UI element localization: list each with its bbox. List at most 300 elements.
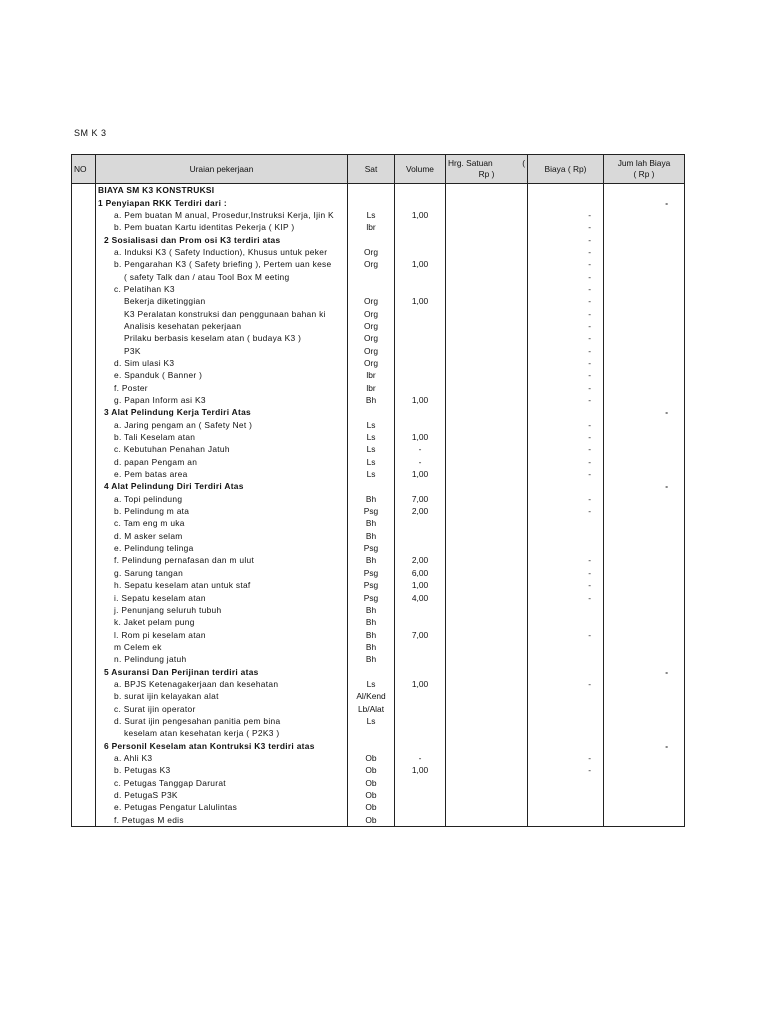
cell-sat: Psg — [348, 505, 395, 517]
cell-harga-satuan — [446, 517, 528, 529]
cell-no — [72, 307, 96, 319]
cell-biaya: - — [528, 295, 604, 307]
cell-no — [72, 270, 96, 282]
cell-jumlah-biaya — [604, 419, 685, 431]
cell-harga-satuan — [446, 246, 528, 258]
cell-no — [72, 357, 96, 369]
header-biaya: Biaya ( Rp) — [528, 155, 604, 184]
cell-volume — [395, 233, 446, 245]
cell-no — [72, 283, 96, 295]
cell-volume — [395, 517, 446, 529]
cell-harga-satuan — [446, 789, 528, 801]
cell-harga-satuan — [446, 690, 528, 702]
cell-harga-satuan — [446, 542, 528, 554]
cell-uraian: keselam atan kesehatan kerja ( P2K3 ) — [96, 727, 348, 739]
cell-uraian: b. Pelindung m ata — [96, 505, 348, 517]
cell-jumlah-biaya — [604, 184, 685, 197]
table-row — [72, 653, 685, 665]
cell-uraian: Prilaku berbasis keselam atan ( budaya K3 ) — [96, 332, 348, 344]
table-row — [72, 184, 685, 197]
cell-harga-satuan — [446, 307, 528, 319]
cell-sat: Ls — [348, 443, 395, 455]
cell-harga-satuan — [446, 628, 528, 640]
cell-uraian: a. Jaring pengam an ( Safety Net ) — [96, 419, 348, 431]
cell-harga-satuan — [446, 579, 528, 591]
table-row — [72, 221, 685, 233]
cell-no — [72, 246, 96, 258]
cell-sat: Psg — [348, 542, 395, 554]
cell-volume — [395, 665, 446, 677]
header-harga-satuan-paren: ( — [522, 158, 525, 168]
cell-volume — [395, 801, 446, 813]
cell-no — [72, 369, 96, 381]
cell-volume — [395, 419, 446, 431]
cell-no — [72, 789, 96, 801]
cell-volume — [395, 702, 446, 714]
cell-biaya: - — [528, 382, 604, 394]
cell-sat: Org — [348, 246, 395, 258]
table-row — [72, 233, 685, 245]
cell-jumlah-biaya — [604, 604, 685, 616]
cell-biaya: - — [528, 357, 604, 369]
header-jumlah-biaya-label: Jum lah Biaya — [617, 158, 671, 168]
cell-volume — [395, 616, 446, 628]
table-row — [72, 641, 685, 653]
cell-jumlah-biaya — [604, 530, 685, 542]
cell-volume — [395, 332, 446, 344]
cell-volume — [395, 270, 446, 282]
cell-jumlah-biaya — [604, 357, 685, 369]
table-row — [72, 270, 685, 282]
cell-volume — [395, 246, 446, 258]
cell-volume: 1,00 — [395, 468, 446, 480]
table-row — [72, 394, 685, 406]
cell-uraian: 6 Personil Keselam atan Kontruksi K3 terdiri atas — [96, 739, 348, 751]
cell-no — [72, 344, 96, 356]
cell-jumlah-biaya — [604, 307, 685, 319]
cell-sat: Ob — [348, 764, 395, 776]
cell-jumlah-biaya — [604, 567, 685, 579]
cell-biaya — [528, 702, 604, 714]
cell-sat: Psg — [348, 567, 395, 579]
header-harga-satuan — [446, 155, 528, 184]
cell-no — [72, 530, 96, 542]
cell-biaya: - — [528, 554, 604, 566]
cell-uraian: a. Topi pelindung — [96, 493, 348, 505]
cell-harga-satuan — [446, 678, 528, 690]
cell-harga-satuan — [446, 764, 528, 776]
cell-no — [72, 505, 96, 517]
cell-no — [72, 739, 96, 751]
cell-sat: Bh — [348, 628, 395, 640]
cell-volume: - — [395, 443, 446, 455]
cell-uraian: f. Petugas M edis — [96, 814, 348, 827]
cell-biaya — [528, 777, 604, 789]
cell-biaya: - — [528, 764, 604, 776]
cell-harga-satuan — [446, 604, 528, 616]
cell-harga-satuan — [446, 283, 528, 295]
cell-no — [72, 777, 96, 789]
table-row — [72, 814, 685, 827]
table-row — [72, 567, 685, 579]
table-row — [72, 369, 685, 381]
cell-sat — [348, 184, 395, 197]
cell-volume — [395, 320, 446, 332]
cell-biaya: - — [528, 246, 604, 258]
cell-no — [72, 233, 96, 245]
cell-volume — [395, 382, 446, 394]
cell-harga-satuan — [446, 320, 528, 332]
cell-jumlah-biaya: - — [604, 196, 685, 208]
cell-jumlah-biaya: - — [604, 665, 685, 677]
cell-biaya: - — [528, 678, 604, 690]
cell-sat: Ls — [348, 678, 395, 690]
cell-jumlah-biaya — [604, 468, 685, 480]
cell-biaya: - — [528, 258, 604, 270]
cell-volume: 1,00 — [395, 678, 446, 690]
cell-harga-satuan — [446, 665, 528, 677]
cell-uraian: c. Surat ijin operator — [96, 702, 348, 714]
cell-sat — [348, 480, 395, 492]
cell-no — [72, 517, 96, 529]
cell-sat: Ls — [348, 419, 395, 431]
cell-no — [72, 419, 96, 431]
cell-harga-satuan — [446, 431, 528, 443]
document-label: SM K 3 — [74, 128, 107, 138]
cell-uraian: b. Pem buatan Kartu identitas Pekerja ( KIP ) — [96, 221, 348, 233]
cell-volume — [395, 480, 446, 492]
table-row — [72, 715, 685, 727]
cell-no — [72, 196, 96, 208]
cell-harga-satuan — [446, 196, 528, 208]
cell-no — [72, 382, 96, 394]
table-row — [72, 579, 685, 591]
cell-sat: Org — [348, 344, 395, 356]
cell-uraian: f. Poster — [96, 382, 348, 394]
cell-uraian: h. Sepatu keselam atan untuk staf — [96, 579, 348, 591]
cell-biaya — [528, 814, 604, 827]
table-row — [72, 332, 685, 344]
cell-no — [72, 542, 96, 554]
cost-table — [71, 154, 685, 827]
table-row — [72, 283, 685, 295]
cell-no — [72, 320, 96, 332]
cell-harga-satuan — [446, 221, 528, 233]
cell-sat: Bh — [348, 616, 395, 628]
cell-volume: 1,00 — [395, 258, 446, 270]
cell-uraian: b. Petugas K3 — [96, 764, 348, 776]
cell-sat: Ob — [348, 752, 395, 764]
cell-harga-satuan — [446, 295, 528, 307]
cell-sat: Ob — [348, 814, 395, 827]
cell-uraian: b. surat ijin kelayakan alat — [96, 690, 348, 702]
cell-no — [72, 431, 96, 443]
cell-harga-satuan — [446, 715, 528, 727]
cell-no — [72, 690, 96, 702]
table-row — [72, 530, 685, 542]
cell-no — [72, 295, 96, 307]
table-row — [72, 665, 685, 677]
cell-jumlah-biaya — [604, 394, 685, 406]
table-row — [72, 493, 685, 505]
cell-sat: Bh — [348, 554, 395, 566]
table-row — [72, 517, 685, 529]
cell-biaya: - — [528, 752, 604, 764]
cell-uraian: m Celem ek — [96, 641, 348, 653]
table-row — [72, 678, 685, 690]
cell-uraian: n. Pelindung jatuh — [96, 653, 348, 665]
cell-sat — [348, 270, 395, 282]
cell-uraian: a. Pem buatan M anual, Prosedur,Instruksi Kerja, Ijin K — [96, 209, 348, 221]
cell-sat: lbr — [348, 382, 395, 394]
cell-volume — [395, 221, 446, 233]
cell-biaya — [528, 653, 604, 665]
cell-harga-satuan — [446, 752, 528, 764]
table-row — [72, 801, 685, 813]
cell-uraian: Analisis kesehatan pekerjaan — [96, 320, 348, 332]
table-row — [72, 480, 685, 492]
cell-uraian: b. Tali Keselam atan — [96, 431, 348, 443]
cell-harga-satuan — [446, 419, 528, 431]
cell-biaya: - — [528, 209, 604, 221]
cell-harga-satuan — [446, 394, 528, 406]
cell-uraian: i. Sepatu keselam atan — [96, 591, 348, 603]
cell-volume — [395, 727, 446, 739]
cell-uraian: k. Jaket pelam pung — [96, 616, 348, 628]
cell-no — [72, 443, 96, 455]
cell-harga-satuan — [446, 505, 528, 517]
cell-sat: Bh — [348, 653, 395, 665]
cell-volume — [395, 283, 446, 295]
cell-harga-satuan — [446, 814, 528, 827]
table-row — [72, 739, 685, 751]
cell-sat: Bh — [348, 604, 395, 616]
table-row — [72, 505, 685, 517]
header-volume: Volume — [395, 155, 446, 184]
cell-sat: Ls — [348, 456, 395, 468]
cell-sat: Org — [348, 357, 395, 369]
cell-no — [72, 258, 96, 270]
cell-sat: Org — [348, 320, 395, 332]
cell-volume — [395, 690, 446, 702]
table-row — [72, 246, 685, 258]
cell-biaya — [528, 665, 604, 677]
cell-sat: Org — [348, 295, 395, 307]
cell-sat: lbr — [348, 221, 395, 233]
cell-uraian: c. Pelatihan K3 — [96, 283, 348, 295]
header-sat: Sat — [348, 155, 395, 184]
cell-harga-satuan — [446, 554, 528, 566]
cell-uraian: 4 Alat Pelindung Diri Terdiri Atas — [96, 480, 348, 492]
header-uraian: Uraian pekerjaan — [96, 155, 348, 184]
cell-sat: Org — [348, 307, 395, 319]
cell-no — [72, 628, 96, 640]
cell-no — [72, 394, 96, 406]
cell-no — [72, 493, 96, 505]
cell-no — [72, 591, 96, 603]
cell-sat — [348, 406, 395, 418]
cell-jumlah-biaya — [604, 493, 685, 505]
cell-sat: Org — [348, 258, 395, 270]
table-row — [72, 295, 685, 307]
cell-sat — [348, 727, 395, 739]
cell-jumlah-biaya — [604, 233, 685, 245]
cell-volume: 7,00 — [395, 493, 446, 505]
cell-biaya — [528, 789, 604, 801]
cell-jumlah-biaya — [604, 505, 685, 517]
cell-biaya: - — [528, 221, 604, 233]
cell-volume: 2,00 — [395, 505, 446, 517]
cell-no — [72, 456, 96, 468]
cell-biaya: - — [528, 456, 604, 468]
cell-no — [72, 406, 96, 418]
header-jumlah-biaya — [604, 155, 685, 184]
table-row — [72, 431, 685, 443]
cell-no — [72, 554, 96, 566]
cell-biaya: - — [528, 270, 604, 282]
cell-volume — [395, 369, 446, 381]
cell-sat: Ls — [348, 209, 395, 221]
cell-volume: 7,00 — [395, 628, 446, 640]
cell-no — [72, 567, 96, 579]
cell-harga-satuan — [446, 456, 528, 468]
cell-biaya — [528, 184, 604, 197]
cell-uraian: e. Petugas Pengatur Lalulintas — [96, 801, 348, 813]
cell-jumlah-biaya — [604, 764, 685, 776]
cell-biaya: - — [528, 283, 604, 295]
cell-sat — [348, 196, 395, 208]
cell-harga-satuan — [446, 270, 528, 282]
cell-volume: 6,00 — [395, 567, 446, 579]
table-row — [72, 702, 685, 714]
cell-harga-satuan — [446, 801, 528, 813]
table-row — [72, 628, 685, 640]
cell-biaya: - — [528, 307, 604, 319]
table-row — [72, 307, 685, 319]
cell-volume: - — [395, 752, 446, 764]
cell-jumlah-biaya — [604, 258, 685, 270]
table-body — [72, 184, 685, 827]
cell-biaya: - — [528, 320, 604, 332]
cell-biaya — [528, 542, 604, 554]
cell-biaya — [528, 801, 604, 813]
cell-uraian: c. Tam eng m uka — [96, 517, 348, 529]
table-row — [72, 209, 685, 221]
cell-volume — [395, 604, 446, 616]
cell-biaya: - — [528, 419, 604, 431]
cell-volume — [395, 777, 446, 789]
cell-uraian: l. Rom pi keselam atan — [96, 628, 348, 640]
cell-jumlah-biaya — [604, 752, 685, 764]
cell-biaya: - — [528, 394, 604, 406]
cell-harga-satuan — [446, 777, 528, 789]
cell-harga-satuan — [446, 382, 528, 394]
cell-volume — [395, 641, 446, 653]
cell-uraian: ( safety Talk dan / atau Tool Box M eeting — [96, 270, 348, 282]
table-row — [72, 764, 685, 776]
cell-biaya — [528, 690, 604, 702]
cell-no — [72, 727, 96, 739]
cell-uraian: g. Sarung tangan — [96, 567, 348, 579]
cell-harga-satuan — [446, 357, 528, 369]
cell-biaya — [528, 604, 604, 616]
cell-sat — [348, 283, 395, 295]
cell-sat: Org — [348, 332, 395, 344]
cell-jumlah-biaya — [604, 221, 685, 233]
cell-uraian: f. Pelindung pernafasan dan m ulut — [96, 554, 348, 566]
cell-no — [72, 801, 96, 813]
cell-jumlah-biaya — [604, 690, 685, 702]
cell-uraian: g. Papan Inform asi K3 — [96, 394, 348, 406]
cell-volume — [395, 789, 446, 801]
cell-harga-satuan — [446, 369, 528, 381]
cell-sat: Ls — [348, 715, 395, 727]
cell-sat: Bh — [348, 530, 395, 542]
table-row — [72, 554, 685, 566]
cell-uraian: d. M asker selam — [96, 530, 348, 542]
cell-sat: Bh — [348, 394, 395, 406]
cell-uraian: e. Pem batas area — [96, 468, 348, 480]
cell-sat: Lb/Alat — [348, 702, 395, 714]
cell-sat — [348, 665, 395, 677]
cell-no — [72, 678, 96, 690]
cell-jumlah-biaya: - — [604, 406, 685, 418]
cell-uraian: c. Petugas Tanggap Darurat — [96, 777, 348, 789]
cell-sat: Ls — [348, 468, 395, 480]
cell-harga-satuan — [446, 332, 528, 344]
table-row — [72, 344, 685, 356]
cell-harga-satuan — [446, 468, 528, 480]
cell-uraian: P3K — [96, 344, 348, 356]
cell-uraian: BIAYA SM K3 KONSTRUKSI — [96, 184, 348, 197]
table-row — [72, 468, 685, 480]
cell-volume — [395, 344, 446, 356]
cell-sat — [348, 233, 395, 245]
table-row — [72, 690, 685, 702]
cell-jumlah-biaya — [604, 678, 685, 690]
cell-volume: - — [395, 456, 446, 468]
cell-biaya: - — [528, 567, 604, 579]
cell-biaya — [528, 641, 604, 653]
cell-jumlah-biaya — [604, 628, 685, 640]
cell-biaya — [528, 715, 604, 727]
cell-volume: 1,00 — [395, 579, 446, 591]
cell-biaya: - — [528, 628, 604, 640]
cell-sat: Ob — [348, 789, 395, 801]
cell-jumlah-biaya — [604, 702, 685, 714]
cell-no — [72, 480, 96, 492]
cell-jumlah-biaya — [604, 246, 685, 258]
cell-no — [72, 221, 96, 233]
cell-jumlah-biaya — [604, 369, 685, 381]
header-jumlah-biaya-unit: ( Rp ) — [633, 169, 655, 179]
cell-volume — [395, 406, 446, 418]
cell-uraian: 1 Penyiapan RKK Terdiri dari : — [96, 196, 348, 208]
cell-biaya: - — [528, 332, 604, 344]
cell-harga-satuan — [446, 567, 528, 579]
cell-sat: Ls — [348, 431, 395, 443]
cell-biaya: - — [528, 431, 604, 443]
cell-uraian: e. Pelindung telinga — [96, 542, 348, 554]
cell-harga-satuan — [446, 406, 528, 418]
table-row — [72, 443, 685, 455]
cell-jumlah-biaya — [604, 295, 685, 307]
cell-no — [72, 579, 96, 591]
table-row — [72, 727, 685, 739]
table-row — [72, 456, 685, 468]
table-row — [72, 616, 685, 628]
cell-biaya: - — [528, 233, 604, 245]
